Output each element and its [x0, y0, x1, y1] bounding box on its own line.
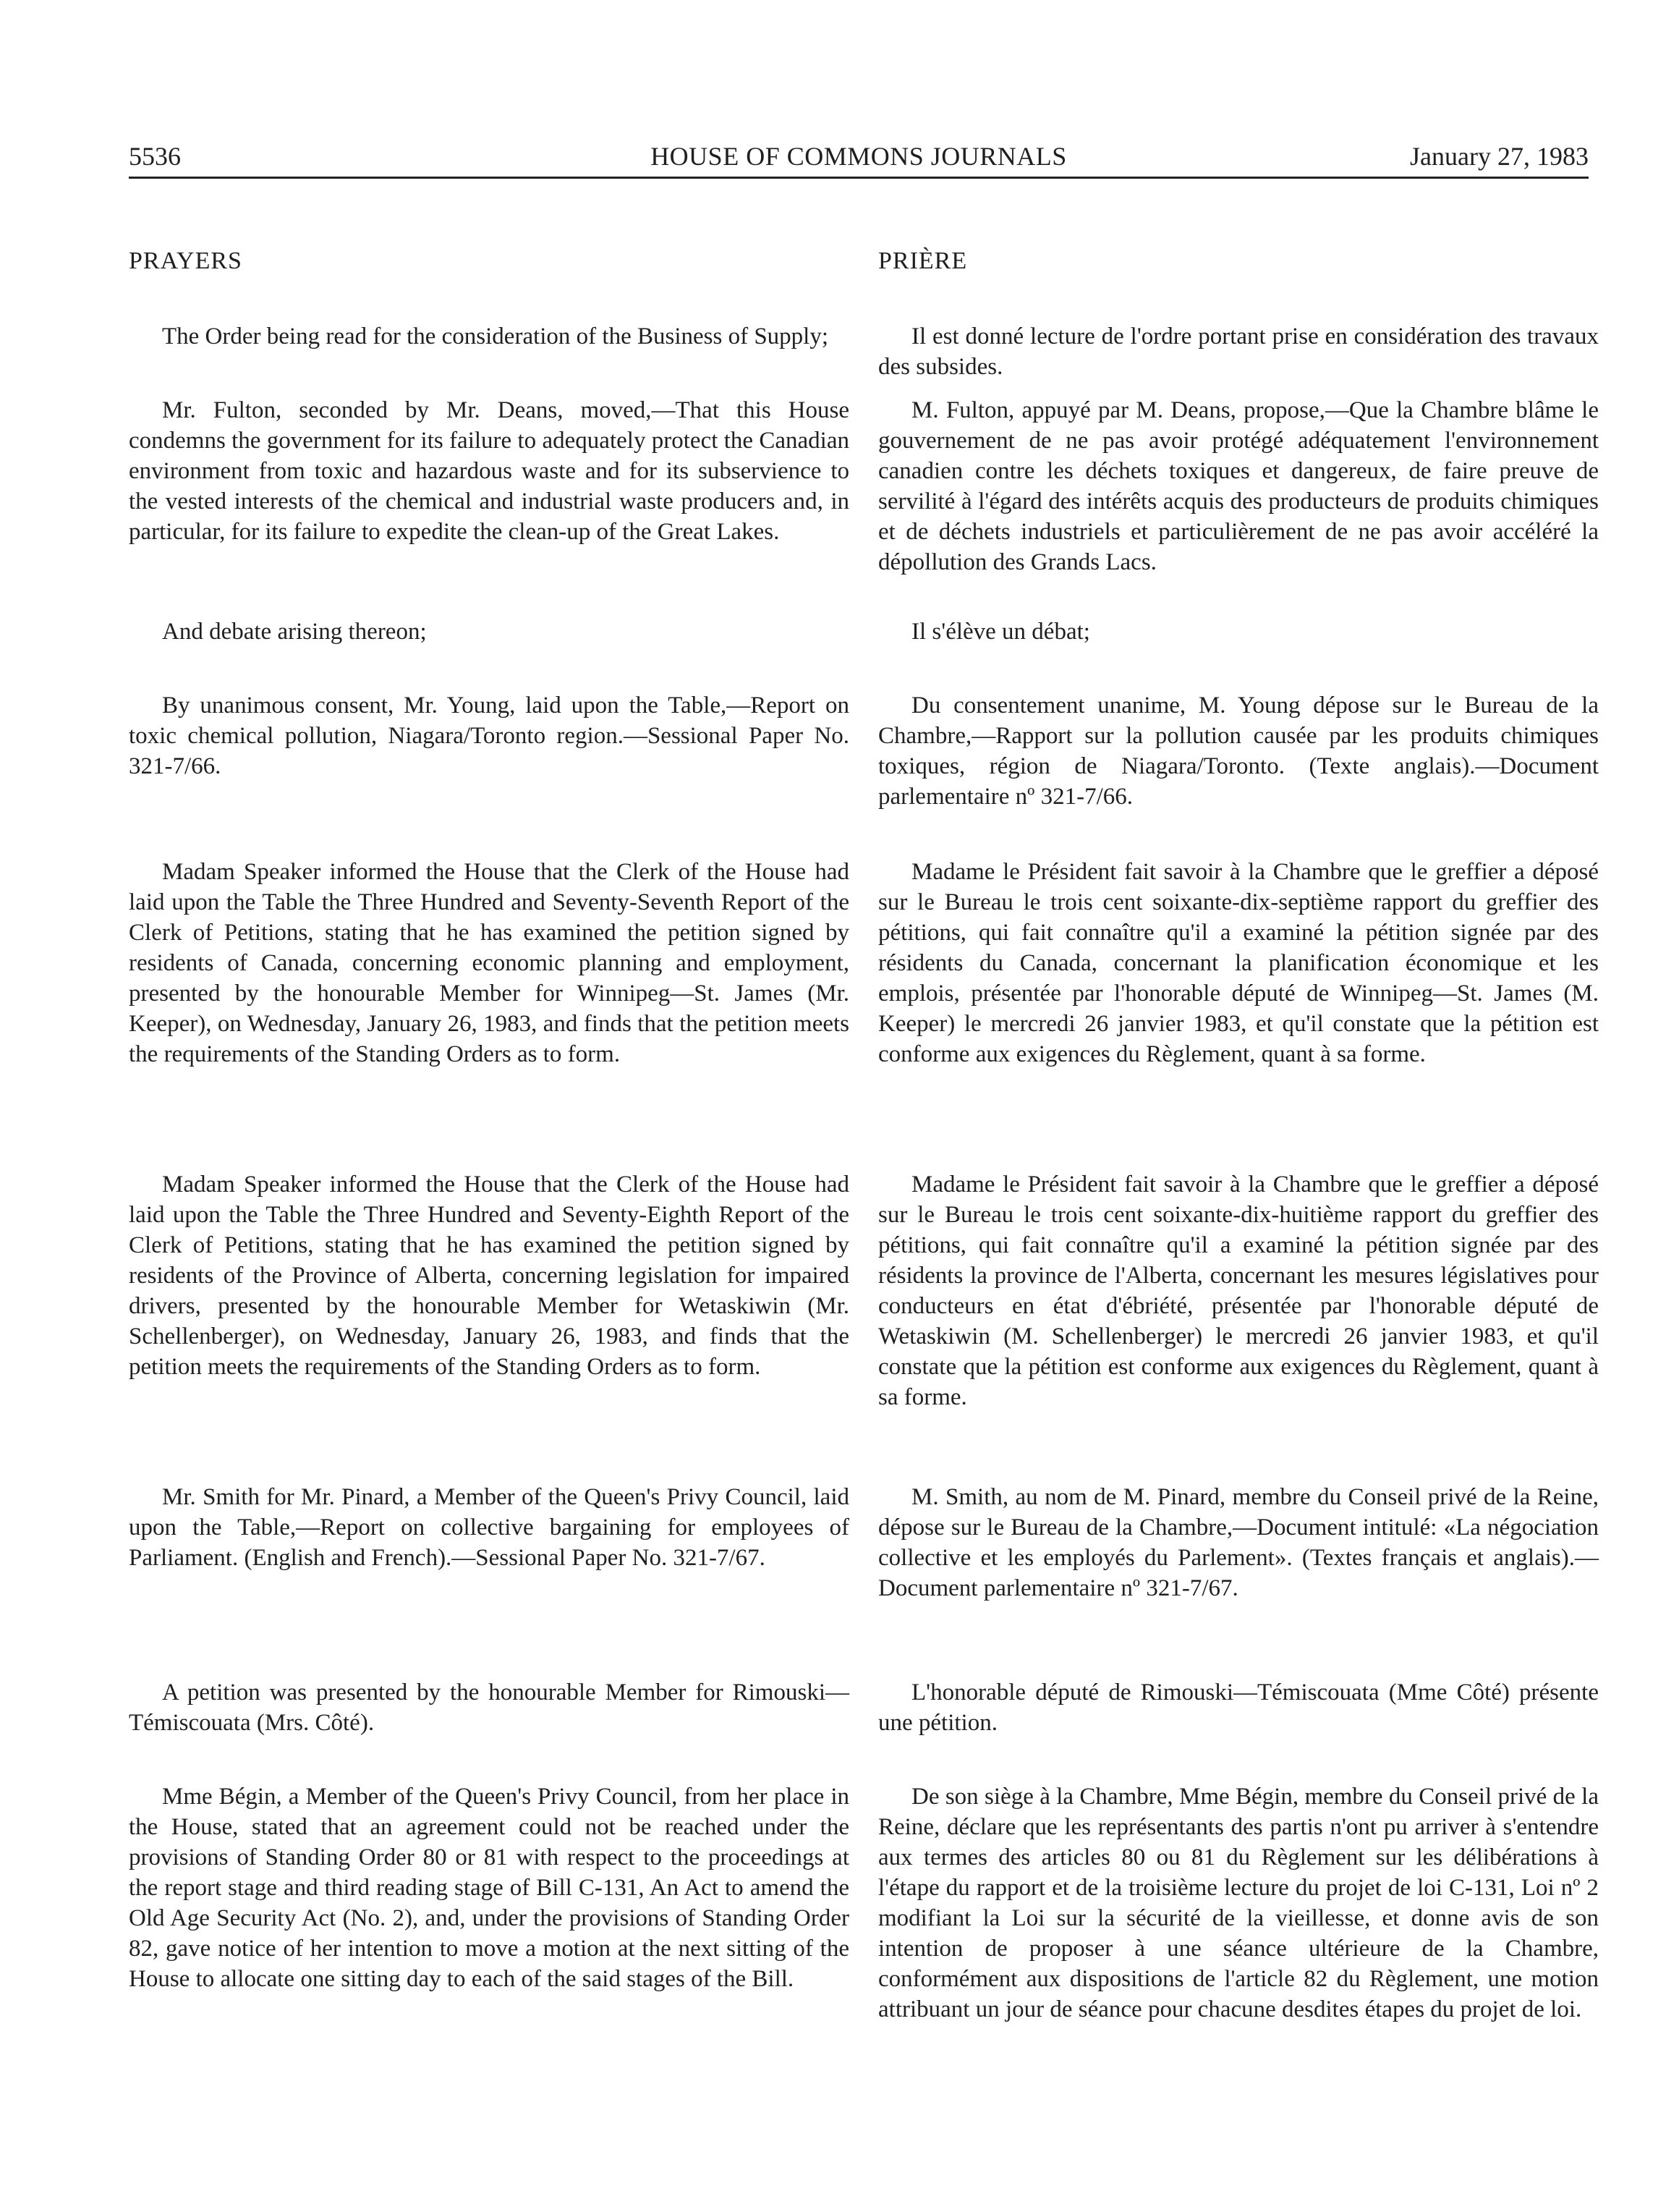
english-heading: PRAYERS — [129, 247, 242, 274]
french-paragraph: Il est donné lecture de l'ordre portant prise en considération des travaux des subsides. — [878, 323, 1599, 380]
english-paragraph: Mme Bégin, a Member of the Queen's Privy Council, from her place in the House, stated that an agreement could not be reached under the provisions of Standing Order 80 or 81 with respect to the proceedings at the report stage and third reading stage of Bill C-131, An Act to amend the Old Age Security Act (No. 2), and, under the provisions of Standing Order 82, gave notice of her intention to move a motion at the next sitting of the House to allocate one sitting day to each of the said stages of the Bill. — [129, 1784, 849, 1992]
english-paragraph: Mr. Smith for Mr. Pinard, a Member of the Queen's Privy Council, laid upon the Table,—Report on collective bargaining for employees of Parliament. (English and French).—Sessional Paper No. 321-7/67. — [129, 1484, 849, 1571]
french-paragraph: L'honorable député de Rimouski—Témiscouata (Mme Côté) présente une pétition. — [878, 1679, 1599, 1736]
header-rule — [129, 177, 1589, 179]
english-paragraph: By unanimous consent, Mr. Young, laid upon the Table,—Report on toxic chemical pollution, Niagara/Toronto region.—Sessional Paper No. 321-7/66. — [129, 692, 849, 779]
french-paragraph: De son siège à la Chambre, Mme Bégin, membre du Conseil privé de la Reine, déclare que les représentants des partis n'ont pu arriver à s'entendre aux termes des articles 80 ou 81 du Règlement sur les délibérations à l'étape du rapport et de la troisième lecture du projet de loi C-131, Loi nº 2 modifiant la Loi sur la sécurité de la vieillesse, et donne avis de son intention de proposer à une séance ultérieure de la Chambre, conformément aux dispositions de l'article 82 du Règlement, une motion attribuant un jour de séance pour chacune desdites étapes du projet de loi. — [878, 1784, 1599, 2022]
french-paragraph: Il s'élève un débat; — [911, 619, 1090, 645]
french-paragraph: Madame le Président fait savoir à la Chambre que le greffier a déposé sur le Bureau le trois cent soixante-dix-huitième rapport du greffier des pétitions, qui fait connaître qu'il a examiné la pétition signée par des résidents la province de l'Alberta, concernant les mesures législatives pour conducteurs en état d'ébriété, présentée par l'honorable député de Wetaskiwin (M. Schellenberger) le mercredi 26 janvier 1983, et qu'il constate que la pétition est conforme aux exigences du Règlement, quant à sa forme. — [878, 1171, 1599, 1410]
french-heading: PRIÈRE — [878, 247, 968, 274]
english-paragraph: The Order being read for the consideration of the Business of Supply; — [162, 323, 829, 349]
english-paragraph: A petition was presented by the honourable Member for Rimouski—Témiscouata (Mrs. Côté). — [129, 1679, 849, 1736]
french-paragraph: Du consentement unanime, M. Young dépose sur le Bureau de la Chambre,—Rapport sur la pollution causée par les produits chimiques toxiques, région de Niagara/Toronto. (Texte anglais).—Document parlementaire nº 321-7/66. — [878, 692, 1599, 810]
running-header — [129, 136, 1589, 177]
header-date: January 27, 1983 — [1410, 142, 1589, 171]
french-paragraph: M. Smith, au nom de M. Pinard, membre du Conseil privé de la Reine, dépose sur le Bureau de la Chambre,—Document intitulé: «La négociation collective et les employés du Parlement». (Textes français et anglais).—Document parlementaire nº 321-7/67. — [878, 1484, 1599, 1601]
french-paragraph: M. Fulton, appuyé par M. Deans, propose,—Que la Chambre blâme le gouvernement de ne pas avoir protégé adéquatement l'environnement canadien contre les déchets toxiques et dangereux, de faire preuve de servilité à l'égard des intérêts acquis des producteurs de produits chimiques et de déchets industriels et particulièrement de ne pas avoir accéléré la dépollution des Grands Lacs. — [878, 397, 1599, 575]
journal-title: HOUSE OF COMMONS JOURNALS — [650, 142, 1067, 171]
english-paragraph: Madam Speaker informed the House that the Clerk of the House had laid upon the Table the Three Hundred and Seventy-Seventh Report of the Clerk of Petitions, stating that he has examined the petition signed by residents of Canada, concerning economic planning and employment, presented by the honourable Member for Winnipeg—St. James (Mr. Keeper), on Wednesday, January 26, 1983, and finds that the petition meets the requirements of the Standing Orders as to form. — [129, 859, 849, 1067]
page-number: 5536 — [129, 142, 181, 171]
english-paragraph: And debate arising thereon; — [162, 619, 427, 645]
english-paragraph: Madam Speaker informed the House that the Clerk of the House had laid upon the Table the Three Hundred and Seventy-Eighth Report of the Clerk of Petitions, stating that he has examined the petition signed by residents of the Province of Alberta, concerning legislation for impaired drivers, presented by the honourable Member for Wetaskiwin (Mr. Schellenberger), on Wednesday, January 26, 1983, and finds that the petition meets the requirements of the Standing Orders as to form. — [129, 1171, 849, 1380]
english-paragraph: Mr. Fulton, seconded by Mr. Deans, moved,—That this House condemns the government for its failure to adequately protect the Canadian environment from toxic and hazardous waste and for its subservience to the vested interests of the chemical and industrial waste producers and, in particular, for its failure to expedite the clean-up of the Great Lakes. — [129, 397, 849, 545]
french-paragraph: Madame le Président fait savoir à la Chambre que le greffier a déposé sur le Bureau le trois cent soixante-dix-septième rapport du greffier des pétitions, qui fait connaître qu'il a examiné la pétition signée par des résidents du Canada, concernant la planification économique et les emplois, présentée par l'honorable député de Winnipeg—St. James (M. Keeper) le mercredi 26 janvier 1983, et qu'il constate que la pétition est conforme aux exigences du Règlement, quant à sa forme. — [878, 859, 1599, 1067]
